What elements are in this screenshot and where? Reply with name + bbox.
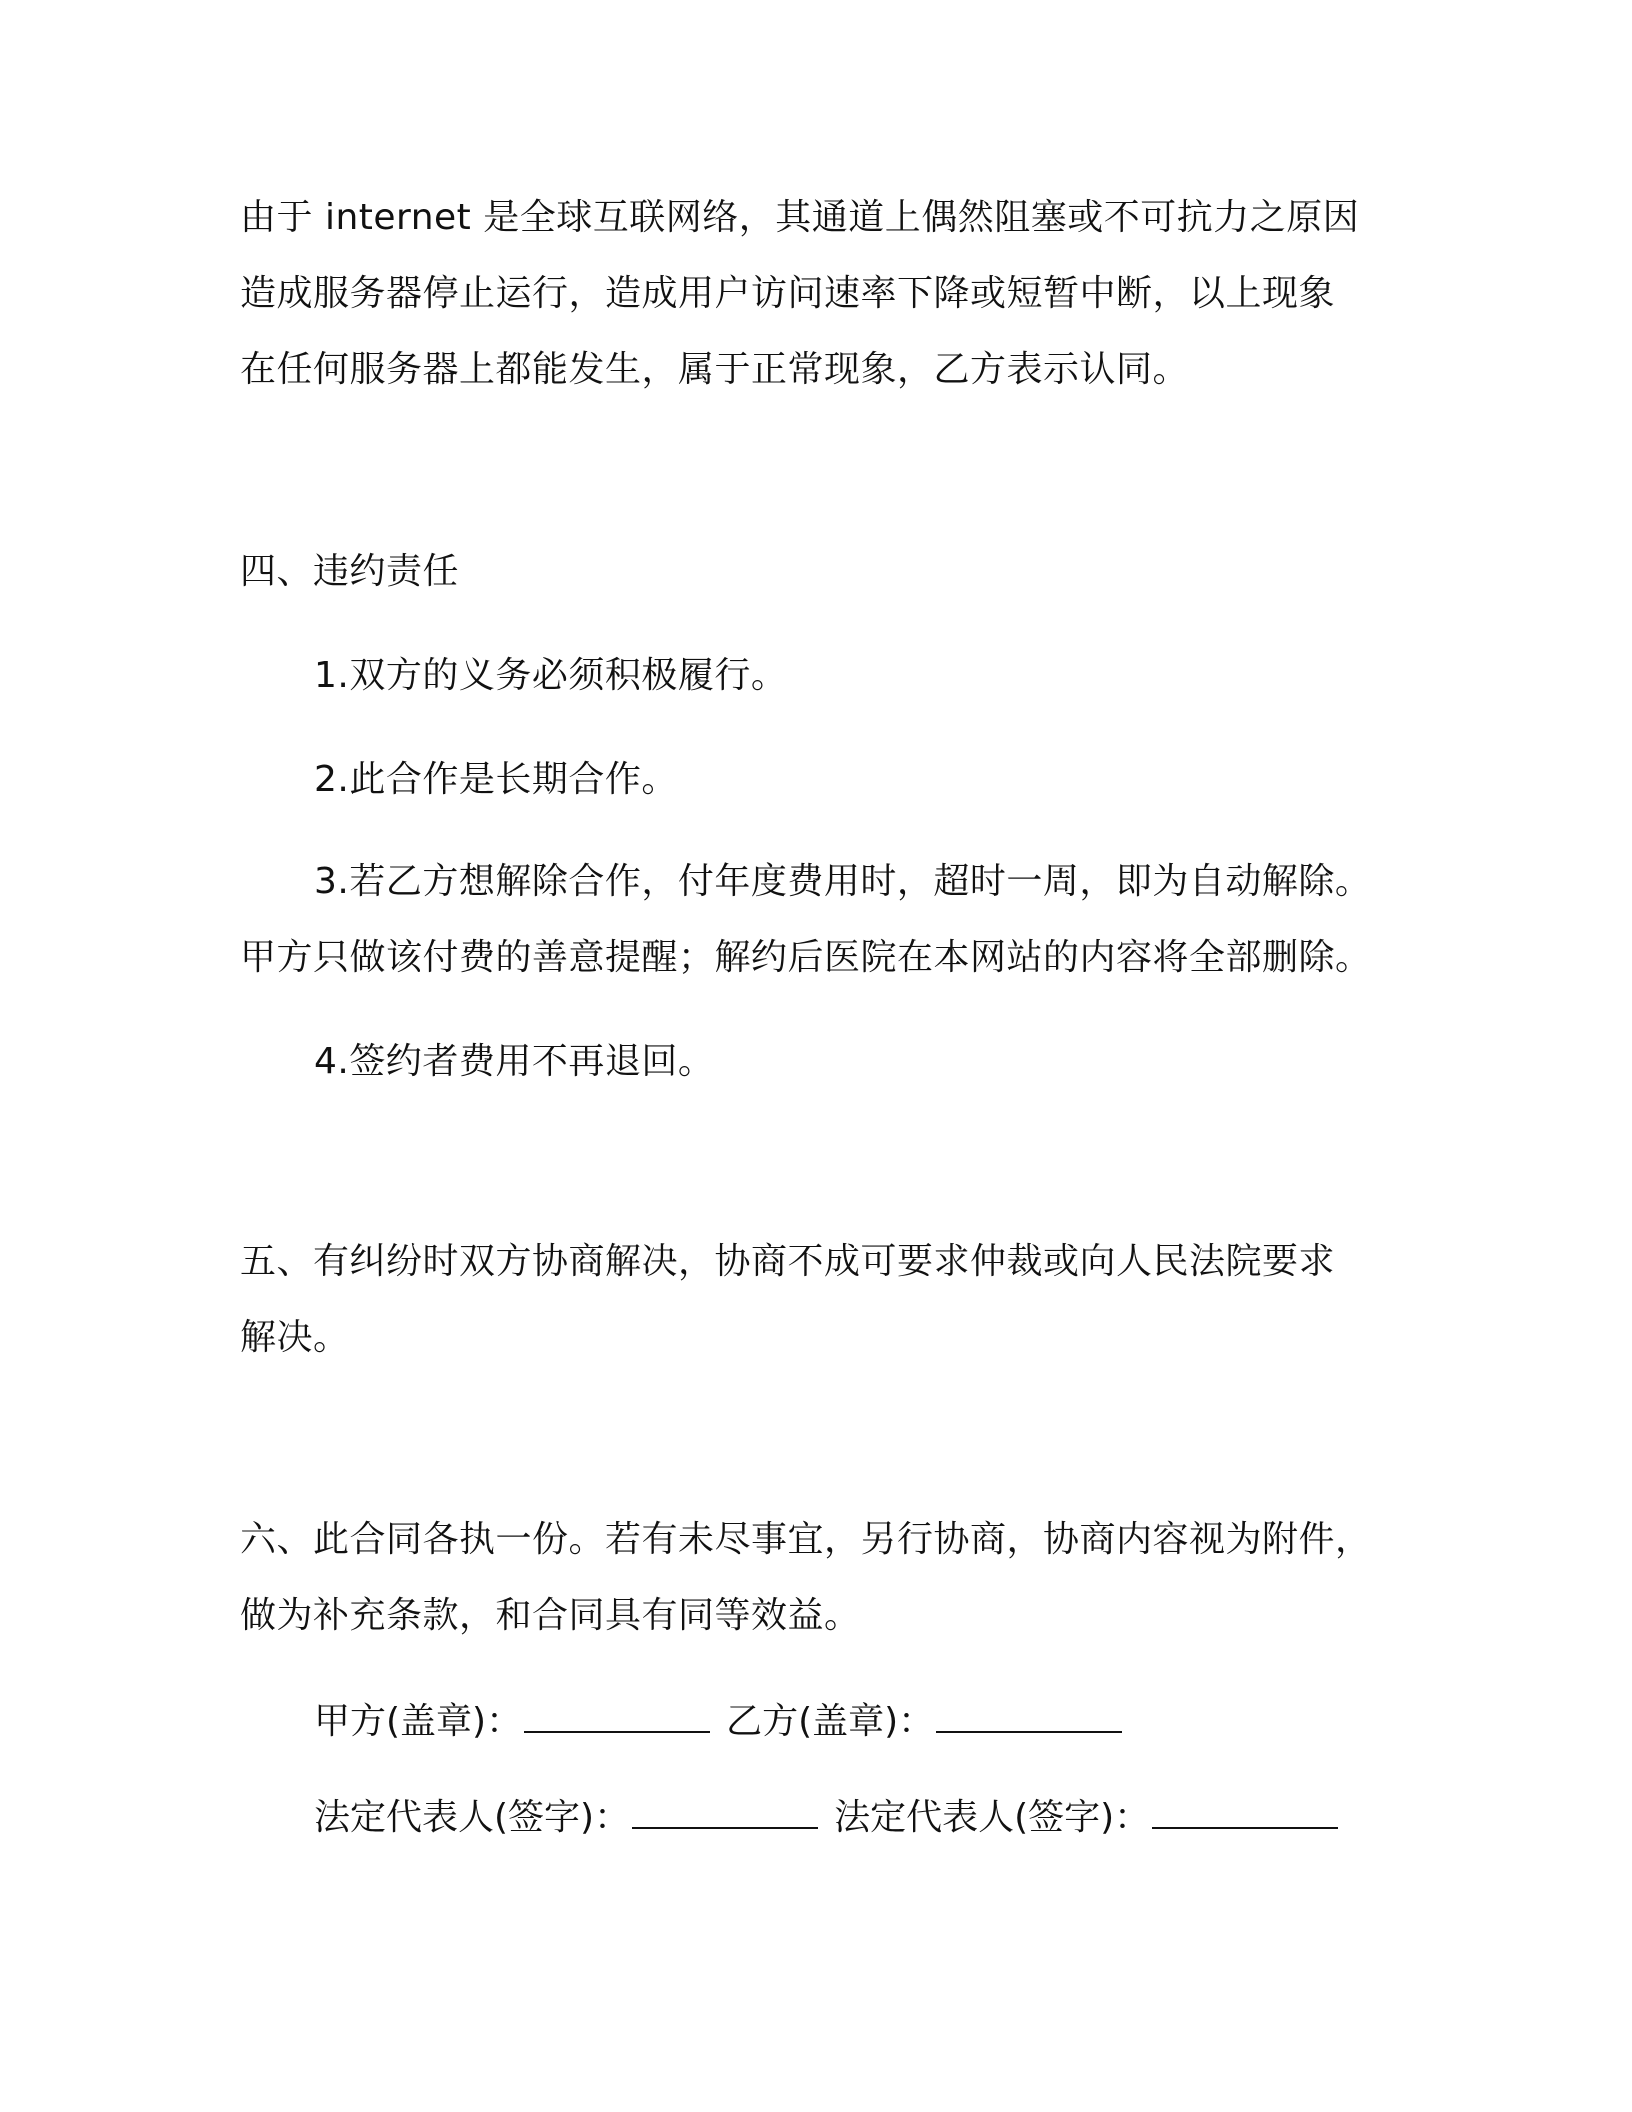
intro-line-1: 由于 internet 是全球互联网络，其通道上偶然阻塞或不可抗力之原因 (240, 197, 1360, 238)
seal-row (314, 1700, 1124, 1744)
section4-item-2: 2.此合作是长期合作。 (314, 759, 678, 800)
intro-line-2: 造成服务器停止运行，造成用户访问速率下降或短暂中断，以上现象 (240, 273, 1336, 314)
section4-item-3: 3.若乙方想解除合作，付年度费用时，超时一周，即为自动解除。 (314, 861, 1372, 902)
party-a-seal-blank[interactable] (524, 1701, 710, 1733)
section5-line-1: 五、有纠纷时双方协商解决，协商不成可要求仲裁或向人民法院要求 (240, 1241, 1336, 1282)
section6-line-2: 做为补充条款，和合同具有同等效益。 (240, 1595, 861, 1636)
section4-heading: 四、违约责任 (240, 551, 460, 592)
section4-item-4: 4.签约者费用不再退回。 (314, 1041, 715, 1082)
rep-b-label: 法定代表人(签字)： (834, 1797, 1151, 1838)
rep-a-blank[interactable] (632, 1797, 818, 1829)
party-b-seal-label: 乙方(盖章)： (726, 1701, 935, 1742)
section6-line-1: 六、此合同各执一份。若有未尽事宜，另行协商，协商内容视为附件， (240, 1519, 1372, 1560)
intro-line-3: 在任何服务器上都能发生，属于正常现象，乙方表示认同。 (240, 349, 1190, 390)
representative-row (314, 1796, 1340, 1840)
party-b-seal-blank[interactable] (936, 1701, 1122, 1733)
section4-item-1: 1.双方的义务必须积极履行。 (314, 655, 788, 696)
section5-line-2: 解决。 (240, 1317, 350, 1358)
party-a-seal-label: 甲方(盖章)： (314, 1701, 523, 1742)
rep-a-label: 法定代表人(签字)： (314, 1797, 631, 1838)
section4-item-3-cont: 甲方只做该付费的善意提醒；解约后医院在本网站的内容将全部删除。 (240, 937, 1372, 978)
rep-b-blank[interactable] (1152, 1797, 1338, 1829)
